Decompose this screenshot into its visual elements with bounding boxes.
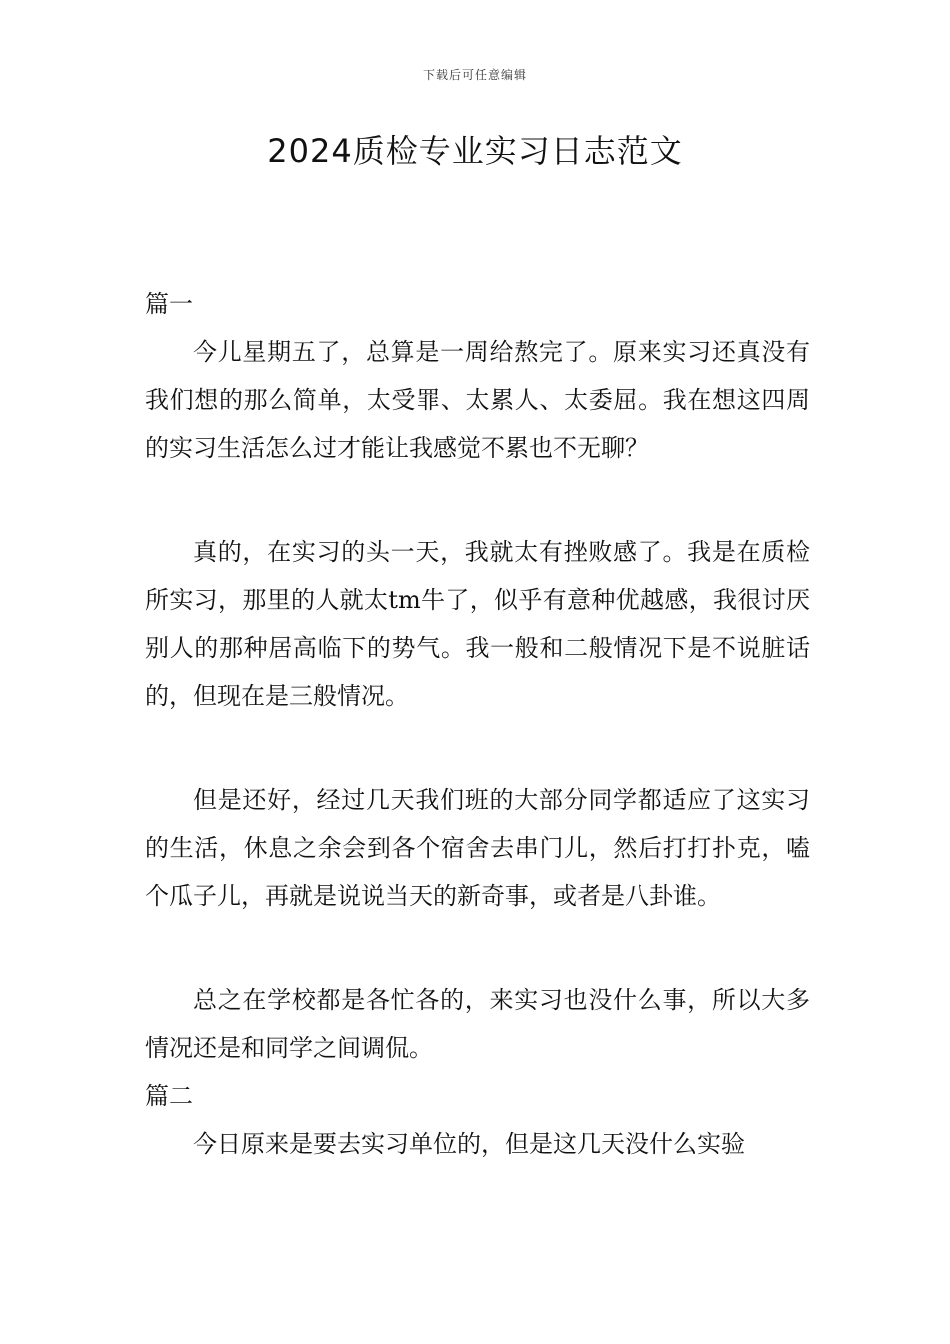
paragraph-spacer — [145, 720, 810, 776]
section-label-2: 篇二 — [145, 1082, 193, 1110]
paragraph: 总之在学校都是各忙各的，来实习也没什么事，所以大多情况还是和同学之间调侃。 — [145, 986, 810, 1062]
paragraph-spacer — [145, 472, 810, 528]
section-label-1: 篇一 — [145, 290, 193, 318]
paragraph: 真的，在实习的头一天，我就太有挫败感了。我是在质检所实习，那里的人就太tm牛了，似乎有意种优越感，我很讨厌别人的那种居高临下的势气。我一般和二般情况下是不说脏话的，但现在是三般情况。 — [145, 538, 810, 710]
paragraph: 但是还好，经过几天我们班的大部分同学都适应了这实习的生活，休息之余会到各个宿舍去串门儿，然后打打扑克，嗑个瓜子儿，再就是说说当天的新奇事，或者是八卦谁。 — [145, 786, 810, 910]
paragraph-spacer — [145, 920, 810, 976]
paragraph: 今日原来是要去实习单位的，但是这几天没什么实验 — [193, 1130, 745, 1158]
page-title: 2024质检专业实习日志范文 — [267, 132, 683, 170]
header-note: 下载后可任意编辑 — [422, 68, 527, 82]
paragraph: 今儿星期五了，总算是一周给熬完了。原来实习还真没有我们想的那么简单，太受罪、太累人、太委屈。我在想这四周的实习生活怎么过才能让我感觉不累也不无聊？ — [145, 338, 810, 462]
document-body — [145, 280, 810, 1168]
